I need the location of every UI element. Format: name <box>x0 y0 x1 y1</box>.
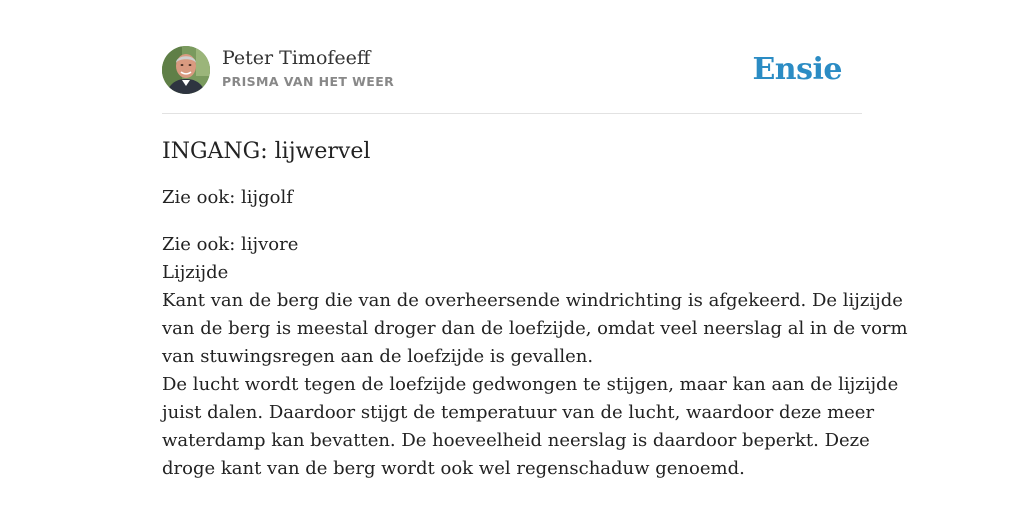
paragraph-see-also <box>162 184 862 212</box>
article-content <box>162 137 908 502</box>
brand-logo[interactable]: Ensie <box>752 52 842 87</box>
header <box>162 46 862 96</box>
text-line: juist dalen. Daardoor stijgt de temperatuur van de lucht, waardoor deze meer <box>162 402 875 423</box>
text-line: Zie ook: lijvore <box>162 234 299 255</box>
header-divider <box>162 113 862 114</box>
author-avatar[interactable] <box>162 46 210 94</box>
author-subtitle[interactable]: PRISMA VAN HET WEER <box>222 74 395 89</box>
page-title: INGANG: lijwervel <box>162 139 371 164</box>
text-line: waterdamp kan bevatten. De hoeveelheid neerslag is daardoor beperkt. Deze <box>162 430 870 451</box>
text-line: droge kant van de berg wordt ook wel regenschaduw genoemd. <box>162 458 745 479</box>
text-line: van stuwingsregen aan de loefzijde is gevallen. <box>162 346 594 367</box>
text-line: Kant van de berg die van de overheersende windrichting is afgekeerd. De lijzijde <box>162 290 903 311</box>
text-line: van de berg is meestal droger dan de loefzijde, omdat veel neerslag al in de vorm <box>162 318 908 339</box>
author-name[interactable]: Peter Timofeeff <box>222 47 371 69</box>
text-line: De lucht wordt tegen de loefzijde gedwongen te stijgen, maar kan aan de lijzijde <box>162 374 899 395</box>
paragraph-definition <box>162 231 908 483</box>
person-portrait-icon <box>162 46 210 94</box>
text-line: Lijzijde <box>162 262 229 283</box>
text-line: Zie ook: lijgolf <box>162 187 293 208</box>
